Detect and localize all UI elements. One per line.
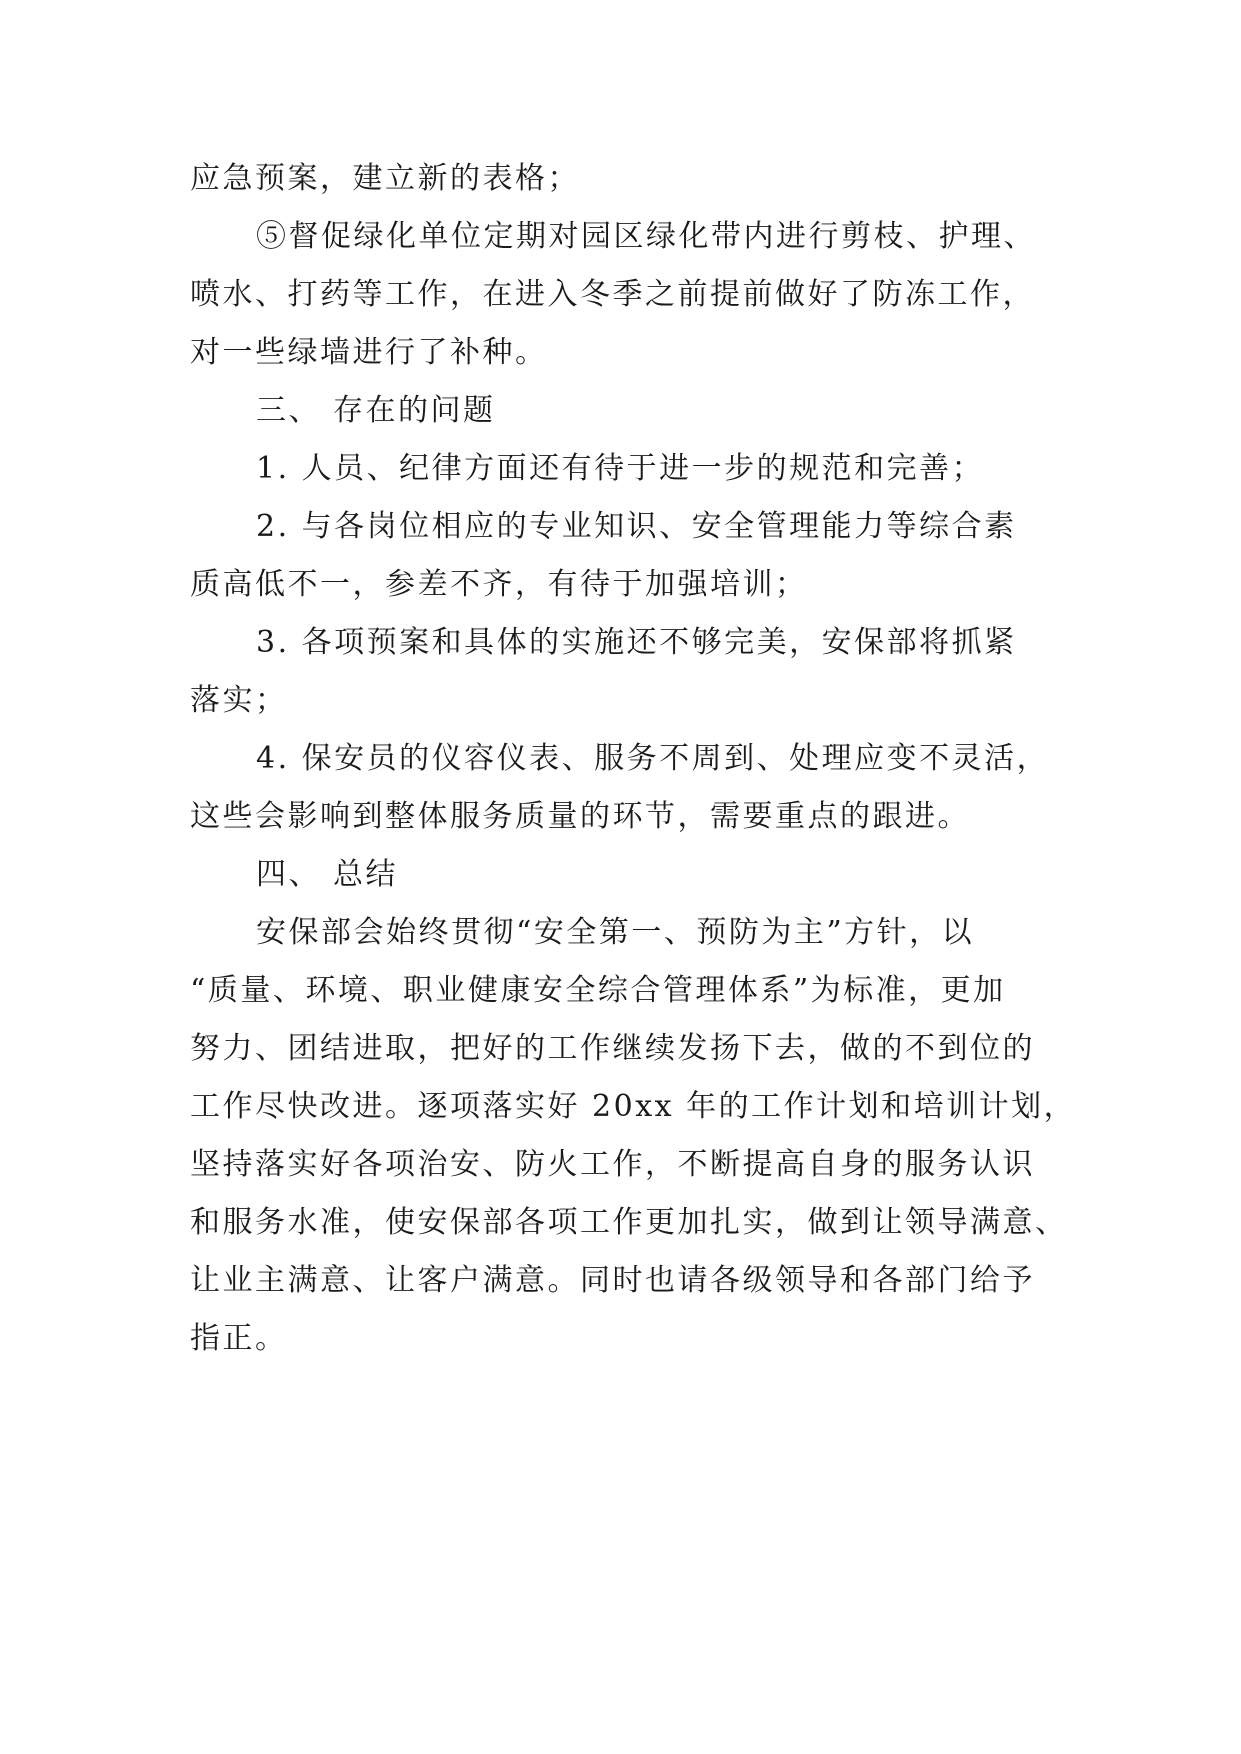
text-line: 让业主满意、让客户满意。同时也请各级领导和各部门给予 [190,1263,1035,1298]
text-line: 努力、团结进取，把好的工作继续发扬下去，做的不到位的 [190,1031,1035,1066]
text-line: 工作尽快改进。逐项落实好 20xx 年的工作计划和培训计划， [190,1089,1077,1124]
text-line: 和服务水准，使安保部各项工作更加扎实，做到让领导满意、 [190,1205,1068,1240]
text-line: 指正。 [190,1321,288,1356]
text-line: 质高低不一，参差不齐，有待于加强培训； [190,567,808,602]
text-line: 安保部会始终贯彻“安全第一、预防为主”方针，以 [256,915,975,950]
list-item: 3. 各项预案和具体的实施还不够完美，安保部将抓紧 [256,625,1017,660]
section-heading: 四、 总结 [256,857,399,892]
text-line: 应急预案，建立新的表格； [190,161,580,196]
section-heading: 三、 存在的问题 [256,393,496,428]
text-line: “质量、环境、职业健康安全综合管理体系”为标准，更加 [190,973,1006,1008]
text-line: 对一些绿墙进行了补种。 [190,335,548,370]
text-line: ⑤督促绿化单位定期对园区绿化带内进行剪枝、护理、 [256,219,1036,254]
list-item: 1. 人员、纪律方面还有待于进一步的规范和完善； [256,451,985,486]
document-body [190,150,1077,1368]
text-line: 落实； [190,683,288,718]
list-item: 4. 保安员的仪容仪表、服务不周到、处理应变不灵活， [256,741,1050,776]
list-item: 2. 与各岗位相应的专业知识、安全管理能力等综合素 [256,509,1017,544]
text-line: 这些会影响到整体服务质量的环节，需要重点的跟进。 [190,799,970,834]
text-line: 喷水、打药等工作，在进入冬季之前提前做好了防冻工作， [190,277,1035,312]
text-line: 坚持落实好各项治安、防火工作，不断提高自身的服务认识 [190,1147,1035,1182]
